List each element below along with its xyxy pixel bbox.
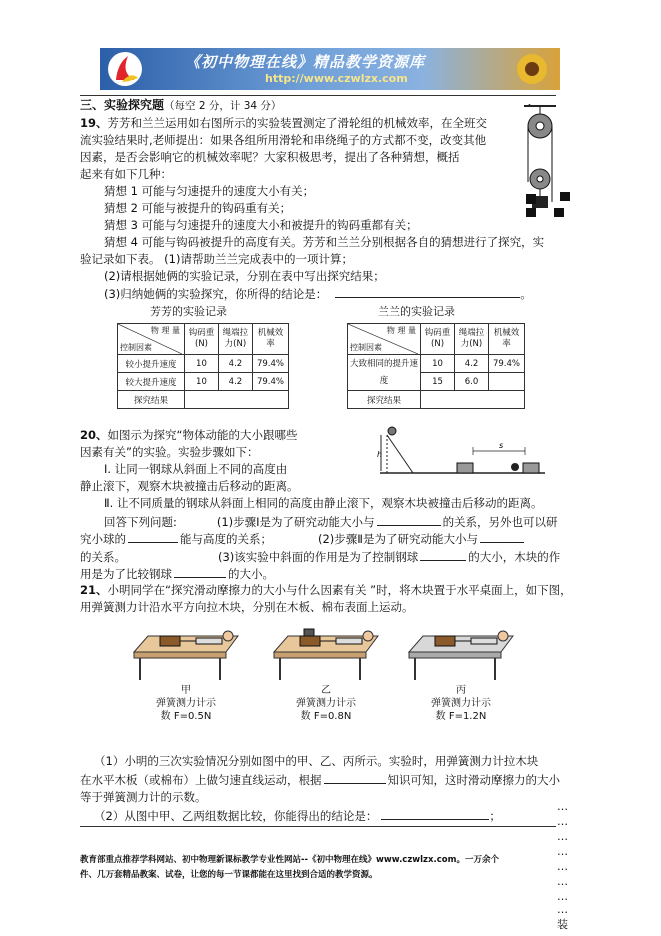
ramp-diagram bbox=[375, 425, 550, 480]
section-heading: 三、实验探究题（每空 2 分，计 34 分） bbox=[80, 98, 282, 112]
answer-blank[interactable] bbox=[480, 530, 524, 543]
friction-figure-bing bbox=[405, 622, 517, 682]
friction-figure-jia bbox=[130, 622, 242, 682]
answer-blank[interactable] bbox=[174, 565, 226, 578]
table-row: 较大提升速度 10 4.2 79.4% bbox=[118, 373, 289, 391]
q20-step-1a: Ⅰ. 让同一钢球从斜面上不同的高度由 bbox=[104, 462, 288, 476]
table1-col-0: 钩码重 (N) bbox=[184, 324, 218, 355]
margin-dot: … bbox=[557, 903, 568, 916]
sunflower-icon bbox=[512, 50, 552, 88]
footer-line-2: 件、几万套精品教案、试卷，让您的每一节课都能在这里找到合适的教学资源。 bbox=[80, 870, 378, 880]
q20-step-2: Ⅱ. 让不同质量的钢球从斜面上相同的高度由静止滚下，观察木块被撞击后移动的距离。 bbox=[104, 496, 543, 510]
q19-task-2: (2)请根据她俩的实验记录，分别在表中写出探究结果； bbox=[104, 269, 385, 283]
q20-answer-line-2: 究小球的 能与高度的关系； (2)步骤Ⅱ是为了研究动能大小与 bbox=[80, 530, 524, 547]
pulley-diagram bbox=[508, 104, 576, 222]
table-row: 探究结果 bbox=[348, 391, 525, 409]
table1-col-1: 绳端拉力(N) bbox=[218, 324, 252, 355]
margin-dot: … bbox=[557, 875, 568, 888]
q20-step-1b: 静止滚下，观察木块被撞击后移动的距离。 bbox=[80, 479, 299, 493]
q21-p2: （2）从图中甲、乙两组数据比较，你能得出的结论是： ； bbox=[94, 809, 501, 823]
table1-title: 芳芳的实验记录 bbox=[150, 305, 227, 318]
q21-p1a: （1）小明的三次实验情况分别如图中的甲、乙、丙所示。实验时，用弹簧测力计拉木块 bbox=[94, 754, 539, 768]
table1-header-diag: 物 理 量 控制因素 bbox=[118, 324, 185, 355]
q19-line-2: 流实验结果时,老师提出：如果各组所用滑轮和串绕绳子的方式都不变，改变其他 bbox=[80, 133, 487, 147]
answer-blank[interactable] bbox=[420, 548, 466, 561]
table2-result-cell[interactable] bbox=[421, 391, 525, 409]
table1 bbox=[117, 323, 289, 409]
q19-line-after: 验记录如下表。 (1)请帮助兰兰完成表中的一项计算； bbox=[80, 252, 353, 266]
table1-result-cell[interactable] bbox=[184, 391, 288, 409]
footer-rule bbox=[80, 826, 556, 827]
margin-dot: … bbox=[557, 860, 568, 873]
table-row: 大致相同的提升速度 10 4.2 79.4% bbox=[348, 355, 525, 373]
table2-header-diag: 物 理 量 控制因素 bbox=[348, 324, 421, 355]
margin-dot: … bbox=[557, 830, 568, 843]
figure-jia-caption: 甲 弹簧测力计示 数 F=0.5N bbox=[156, 685, 216, 722]
q19-guess-1: 猜想 1 可能与匀速提升的速度大小有关； bbox=[104, 184, 315, 198]
q19-task-3: (3)归纳她俩的实验探究，你所得的结论是： 。 bbox=[104, 287, 532, 301]
table2-col-0: 钩码重 (N) bbox=[421, 324, 455, 355]
margin-dot: … bbox=[557, 815, 568, 828]
answer-blank[interactable] bbox=[377, 513, 441, 526]
answer-blank[interactable] bbox=[128, 530, 178, 543]
margin-dot: … bbox=[557, 800, 568, 813]
banner-url[interactable]: http://www.czwlzx.com bbox=[265, 72, 408, 85]
table2-title: 兰兰的实验记录 bbox=[378, 305, 455, 318]
table2 bbox=[347, 323, 525, 409]
answer-blank[interactable] bbox=[324, 771, 386, 784]
q19-guess-2: 猜想 2 可能与被提升的钩码重有关； bbox=[104, 201, 292, 215]
distance-label: s bbox=[499, 441, 504, 450]
margin-binding-char: 装 bbox=[557, 918, 568, 931]
q20-line-1: 20、如图示为探究“物体动能的大小跟哪些 bbox=[80, 428, 298, 442]
header-rule bbox=[80, 95, 556, 96]
margin-dot: … bbox=[557, 890, 568, 903]
q21-line-2: 用弹簧测力计沿水平方向拉木块，分别在木板、棉布表面上运动。 bbox=[80, 600, 414, 614]
figure-bing-caption: 丙 弹簧测力计示 数 F=1.2N bbox=[431, 685, 491, 722]
q19-guess-4: 猜想 4 可能与钩码被提升的高度有关。芳芳和兰兰分别根据各自的猜想进行了探究，实 bbox=[104, 235, 545, 249]
logo-icon bbox=[108, 52, 142, 86]
answer-blank[interactable] bbox=[335, 285, 520, 298]
q20-answer-line-4: 用是为了比较钢球 的大小。 bbox=[80, 567, 274, 581]
q19-line-3: 因素，是否会影响它的机械效率呢？大家积极思考，提出了各种猜想，概括 bbox=[80, 150, 460, 164]
q21-line-1: 21、小明同学在“探究滑动摩擦力的大小与什么因素有关 ”时，将木块置于水平桌面上，如下图， bbox=[80, 583, 572, 597]
q20-answer-line-3: 的关系。 (3)该实验中斜面的作用是为了控制钢球 的大小，木块的作 bbox=[80, 550, 561, 564]
q21-p1b: 在水平木板（或棉布）上做匀速直线运动，根据 知识可知，这时滑动摩擦力的大小 bbox=[80, 773, 560, 787]
answer-blank[interactable] bbox=[381, 807, 489, 820]
margin-dot: … bbox=[557, 845, 568, 858]
friction-figure-yi bbox=[270, 622, 382, 682]
table2-efficiency-blank[interactable] bbox=[488, 373, 524, 391]
table2-col-2: 机械效率 bbox=[488, 324, 524, 355]
q19-line-1: 19、芳芳和兰兰运用如右图所示的实验装置测定了滑轮组的机械效率，在全班交 bbox=[80, 116, 488, 130]
table2-col-1: 绳端拉力(N) bbox=[455, 324, 489, 355]
table-row: 15 6.0 bbox=[348, 373, 525, 391]
header-banner bbox=[100, 48, 560, 90]
table-row: 探究结果 bbox=[118, 391, 289, 409]
q20-answer-line-1: 回答下列问题: (1)步骤Ⅰ是为了研究动能大小与 的关系，另外也可以研 bbox=[104, 515, 558, 529]
q20-line-2: 因素有关”的实验。实验步骤如下： bbox=[80, 445, 259, 459]
banner-title: 《初中物理在线》精品教学资源库 bbox=[185, 53, 426, 71]
q21-p1d: 等于弹簧测力计的示数。 bbox=[80, 790, 207, 804]
footer-line-1: 教育部重点推荐学科网站、初中物理新课标教学专业性网站--《初中物理在线》www.czwlzx.com。一万余个 bbox=[80, 855, 499, 865]
table-row: 较小提升速度 10 4.2 79.4% bbox=[118, 355, 289, 373]
table1-col-2: 机械效率 bbox=[252, 324, 288, 355]
figure-yi-caption: 乙 弹簧测力计示 数 F=0.8N bbox=[296, 685, 356, 722]
q19-guess-3: 猜想 3 可能与匀速提升的速度大小和被提升的钩码重都有关； bbox=[104, 218, 418, 232]
q19-line-4: 起来有如下几种： bbox=[80, 167, 172, 181]
height-label: h bbox=[377, 450, 383, 459]
